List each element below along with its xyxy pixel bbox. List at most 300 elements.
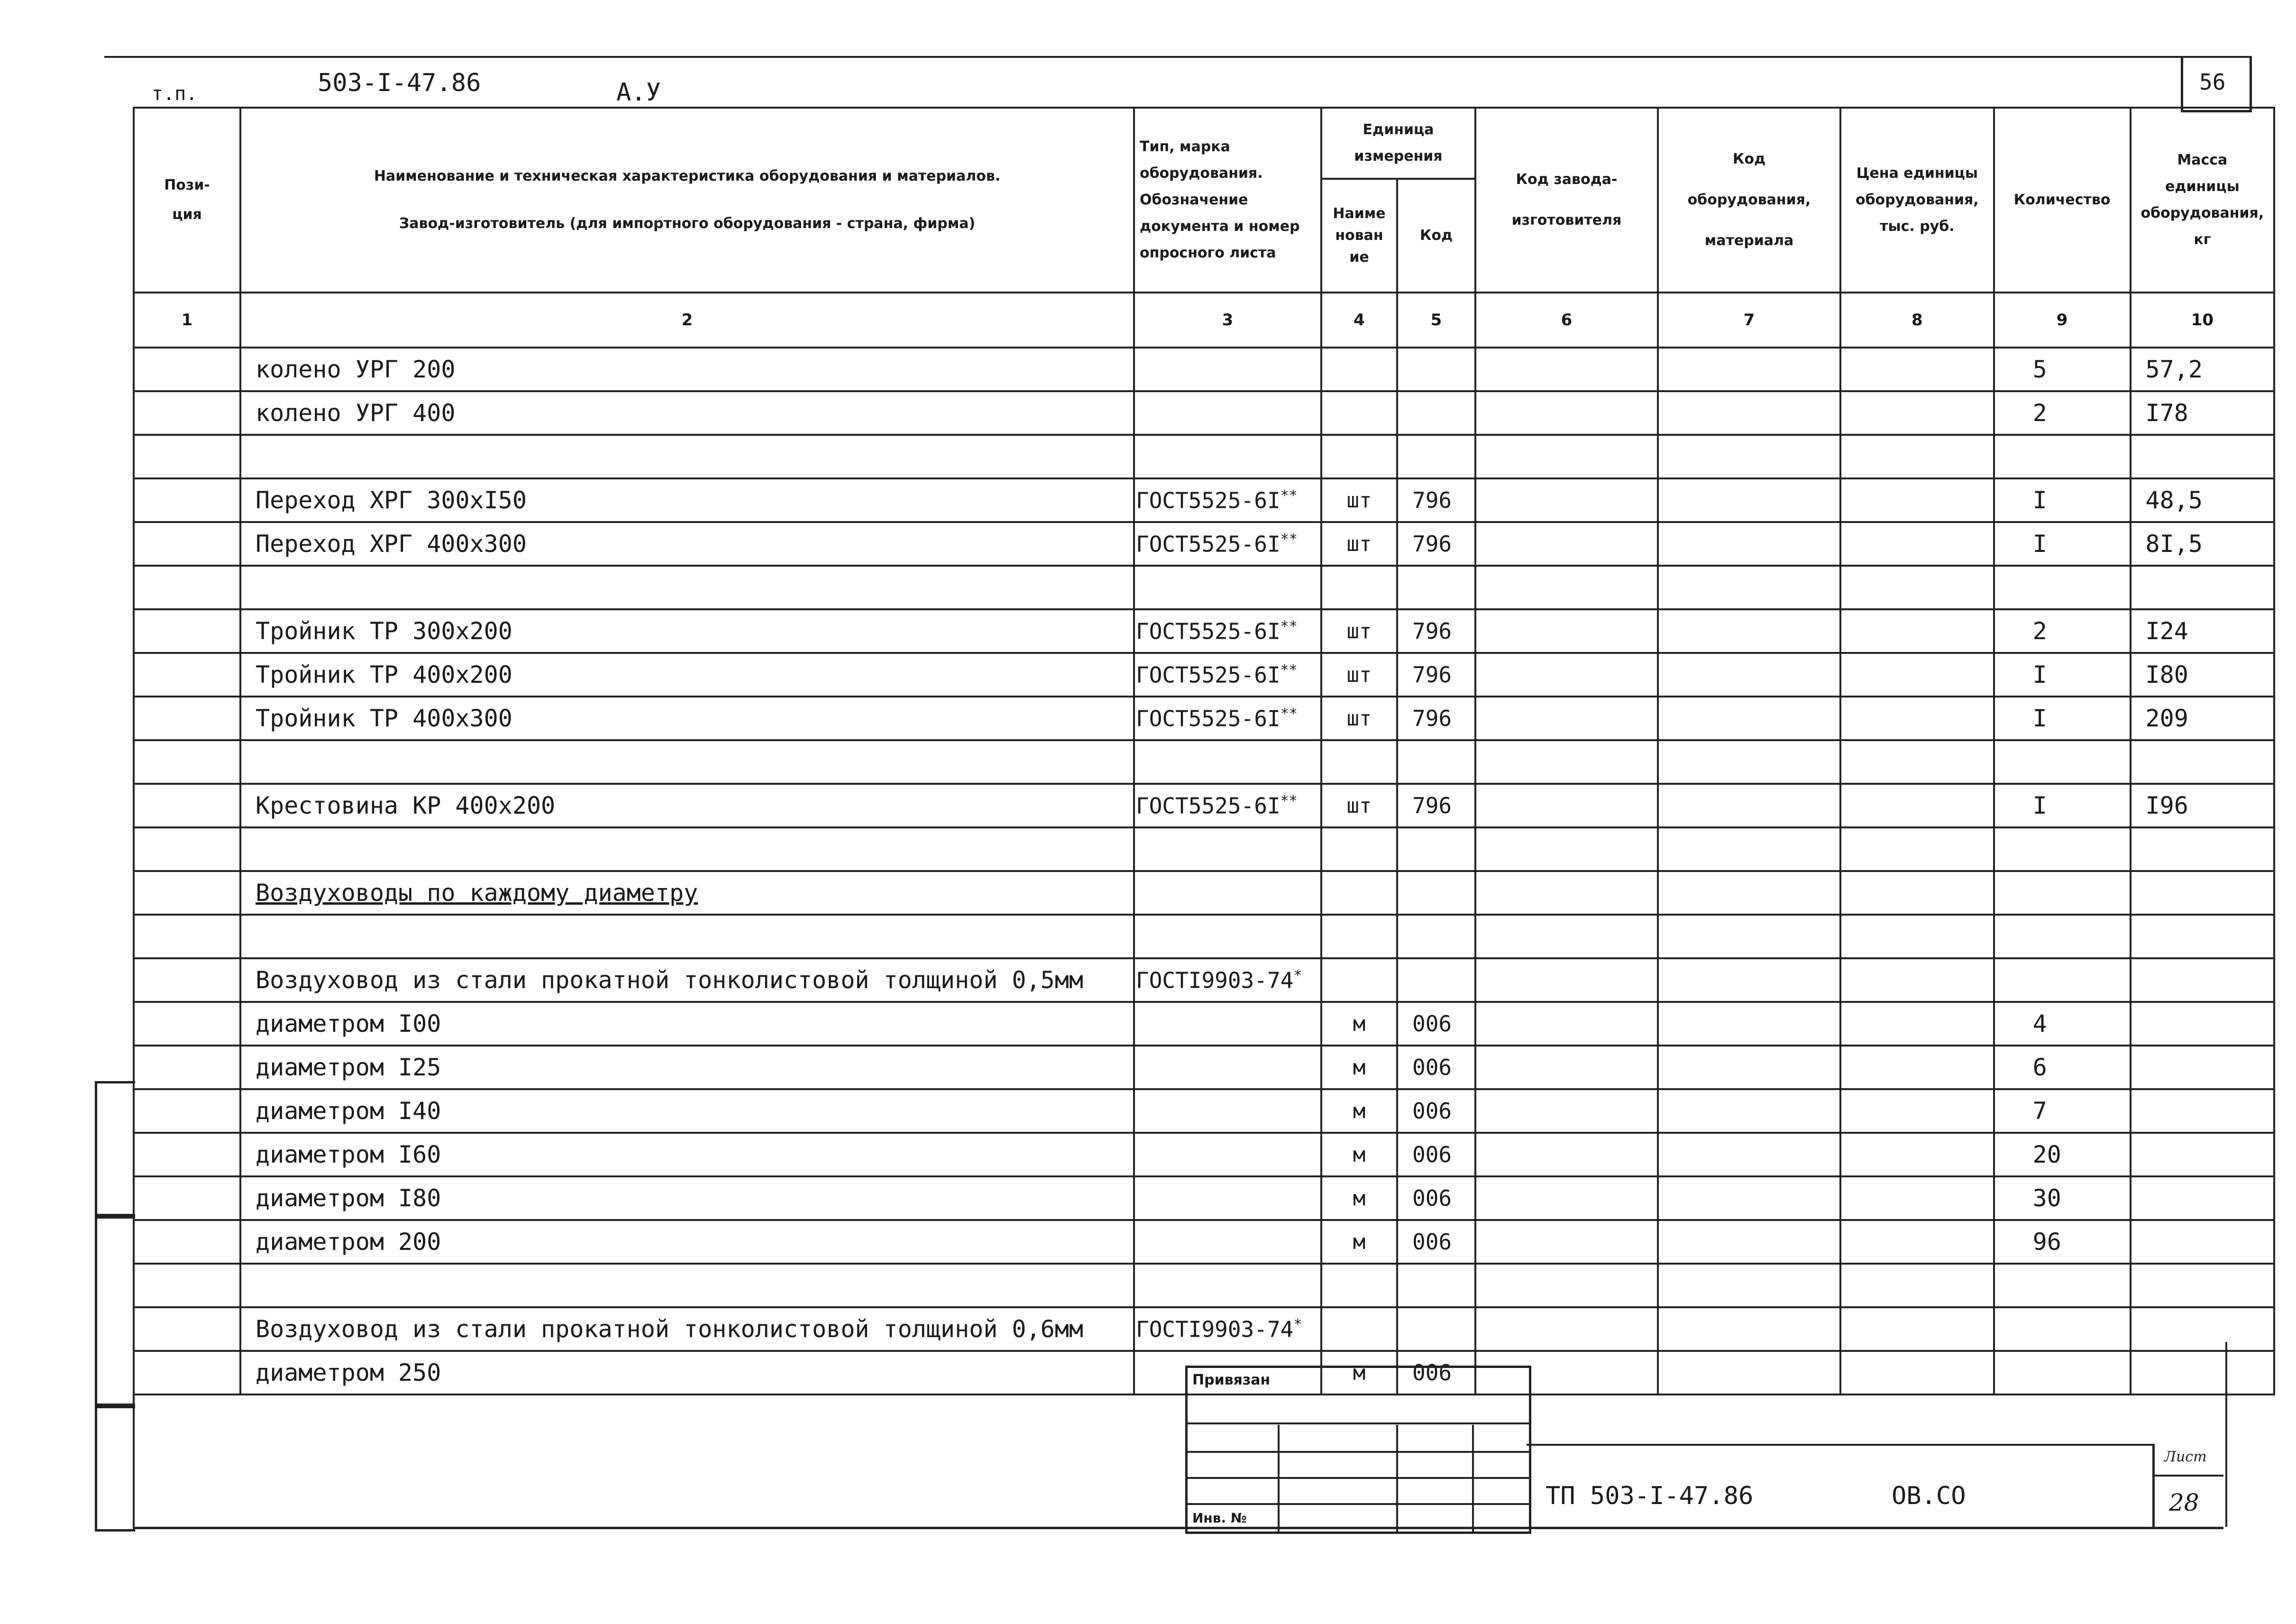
- cell-mass: [2131, 1046, 2275, 1089]
- cell-document: [1134, 391, 1321, 435]
- cell-mass: I96: [2131, 784, 2275, 827]
- cell-mass: [2131, 1220, 2275, 1264]
- cell-unit-code: [1397, 740, 1475, 784]
- section-heading: Воздуховоды по каждому диаметру: [256, 879, 698, 907]
- item-name: диаметром I60: [256, 1141, 441, 1168]
- cell-price: [1840, 1176, 1994, 1220]
- table-row: [134, 348, 2274, 391]
- cell-document: [1134, 478, 1321, 522]
- doc-suffix: ОВ.СО: [1892, 1482, 1966, 1510]
- cell-price: [1840, 391, 1994, 435]
- table-row: [134, 1264, 2274, 1307]
- cell-equip-code: [1658, 609, 1840, 653]
- cell-name: [240, 566, 1134, 609]
- cell-name: [240, 827, 1134, 871]
- cell-unit-code: [1397, 348, 1475, 391]
- cell-mass: [2131, 1176, 2275, 1220]
- cell-plant-code: [1475, 522, 1658, 566]
- cell-position: [134, 915, 240, 958]
- privyazan-divider: [1278, 1425, 1280, 1532]
- cell-unit: шт: [1321, 478, 1397, 522]
- cell-equip-code: [1658, 478, 1840, 522]
- cell-plant-code: [1475, 871, 1658, 915]
- cell-unit-code: [1397, 871, 1475, 915]
- cell-equip-code: [1658, 958, 1840, 1002]
- cell-mass: I24: [2131, 609, 2275, 653]
- table-row: [134, 1133, 2274, 1176]
- cell-position: [134, 958, 240, 1002]
- cell-position: [134, 566, 240, 609]
- table-row: [134, 697, 2274, 740]
- cell-unit-code: 006: [1397, 1133, 1475, 1176]
- cell-price: [1840, 653, 1994, 697]
- document-note-mark: **: [1280, 792, 1298, 809]
- cell-price: [1840, 958, 1994, 1002]
- cell-price: [1840, 915, 1994, 958]
- item-name: Крестовина КР 400х200: [256, 792, 556, 819]
- document-note-mark: **: [1280, 531, 1298, 548]
- cell-price: [1840, 566, 1994, 609]
- item-name: диаметром I40: [256, 1097, 441, 1125]
- item-name: диаметром 250: [256, 1359, 441, 1386]
- cell-plant-code: [1475, 740, 1658, 784]
- cell-plant-code: [1475, 391, 1658, 435]
- cell-document: [1134, 1220, 1321, 1264]
- document-note-mark: **: [1280, 618, 1298, 635]
- cell-name: [240, 1089, 1134, 1133]
- cell-unit: [1321, 827, 1397, 871]
- cell-document: [1134, 1046, 1321, 1089]
- document-note-mark: *: [1293, 1316, 1302, 1333]
- cell-quantity: [1994, 958, 2131, 1002]
- document-code: ГОСТ5525-6I: [1136, 618, 1281, 644]
- table-row: [134, 827, 2274, 871]
- table-row: [134, 1089, 2274, 1133]
- header-unit-group: Единица измерения: [1321, 108, 1475, 179]
- cell-unit-code: [1397, 958, 1475, 1002]
- top-frame-line: [104, 56, 2252, 58]
- cell-name: [240, 784, 1134, 827]
- privyazan-rule: [1188, 1503, 1529, 1505]
- cell-equip-code: [1658, 827, 1840, 871]
- cell-price: [1840, 784, 1994, 827]
- cell-name: [240, 958, 1134, 1002]
- cell-position: [134, 1089, 240, 1133]
- cell-document: [1134, 784, 1321, 827]
- cell-plant-code: [1475, 784, 1658, 827]
- cell-quantity: [1994, 435, 2131, 478]
- tp-label: т.п.: [152, 83, 198, 105]
- cell-equip-code: [1658, 435, 1840, 478]
- cell-unit-code: 006: [1397, 1351, 1475, 1395]
- cell-unit: шт: [1321, 697, 1397, 740]
- cell-unit: м: [1321, 1176, 1397, 1220]
- cell-quantity: I: [1994, 784, 2131, 827]
- cell-equip-code: [1658, 697, 1840, 740]
- cell-name: [240, 348, 1134, 391]
- cell-position: [134, 522, 240, 566]
- document-code: ГОСТI9903-74: [1136, 1316, 1294, 1342]
- privyazan-divider: [1472, 1425, 1474, 1532]
- cell-mass: I80: [2131, 653, 2275, 697]
- document-note-mark: **: [1280, 487, 1298, 504]
- cell-document: [1134, 1264, 1321, 1307]
- cell-mass: [2131, 1089, 2275, 1133]
- cell-unit: м: [1321, 1089, 1397, 1133]
- cell-document: [1134, 653, 1321, 697]
- cell-unit: [1321, 435, 1397, 478]
- cell-name: [240, 1264, 1134, 1307]
- cell-document: [1134, 1002, 1321, 1046]
- cell-price: [1840, 435, 1994, 478]
- privyazan-block: [1185, 1366, 1531, 1534]
- cell-position: [134, 740, 240, 784]
- cell-equip-code: [1658, 348, 1840, 391]
- cell-quantity: 6: [1994, 1046, 2131, 1089]
- cell-equip-code: [1658, 784, 1840, 827]
- cell-plant-code: [1475, 1002, 1658, 1046]
- cell-position: [134, 435, 240, 478]
- table-row: [134, 1220, 2274, 1264]
- document-note-mark: **: [1280, 705, 1298, 722]
- cell-quantity: 5: [1994, 348, 2131, 391]
- cell-quantity: [1994, 871, 2131, 915]
- cell-name: [240, 478, 1134, 522]
- cell-quantity: I: [1994, 697, 2131, 740]
- cell-quantity: [1994, 1264, 2131, 1307]
- cell-mass: [2131, 740, 2275, 784]
- cell-position: [134, 348, 240, 391]
- cell-name: [240, 740, 1134, 784]
- cell-name: [240, 391, 1134, 435]
- cell-plant-code: [1475, 958, 1658, 1002]
- table-row: [134, 1002, 2274, 1046]
- item-name: Воздуховод из стали прокатной тонколистовой толщиной 0,5мм: [256, 966, 1083, 994]
- cell-unit: м: [1321, 1220, 1397, 1264]
- cell-equip-code: [1658, 566, 1840, 609]
- cell-document: [1134, 435, 1321, 478]
- cell-name: [240, 435, 1134, 478]
- cell-plant-code: [1475, 915, 1658, 958]
- cell-price: [1840, 1264, 1994, 1307]
- col-number: 6: [1475, 293, 1658, 348]
- col-number: 8: [1840, 293, 1994, 348]
- header-plant-code: Код завода-изготовителя: [1475, 108, 1658, 293]
- table-row: [134, 435, 2274, 478]
- cell-equip-code: [1658, 1046, 1840, 1089]
- document-code: ГОСТ5525-6I: [1136, 487, 1281, 514]
- table-body: [134, 348, 2274, 1395]
- cell-unit-code: 006: [1397, 1002, 1475, 1046]
- col-number: 10: [2131, 293, 2275, 348]
- cell-unit: шт: [1321, 784, 1397, 827]
- cell-equip-code: [1658, 1002, 1840, 1046]
- cell-unit: м: [1321, 1133, 1397, 1176]
- cell-mass: [2131, 1133, 2275, 1176]
- cell-quantity: I: [1994, 522, 2131, 566]
- cell-name: [240, 1046, 1134, 1089]
- doc-code: ТП 503-I-47.86: [1546, 1482, 1754, 1510]
- cell-plant-code: [1475, 1046, 1658, 1089]
- cell-name: [240, 522, 1134, 566]
- cell-price: [1840, 1002, 1994, 1046]
- specification-table: [133, 107, 2275, 1395]
- column-number-row: [134, 293, 2274, 348]
- binding-strip-box: [95, 1081, 135, 1219]
- cell-plant-code: [1475, 566, 1658, 609]
- cell-document: [1134, 1089, 1321, 1133]
- cell-quantity: 2: [1994, 391, 2131, 435]
- cell-price: [1840, 522, 1994, 566]
- cell-unit: [1321, 391, 1397, 435]
- cell-equip-code: [1658, 653, 1840, 697]
- cell-price: [1840, 1133, 1994, 1176]
- cell-unit: [1321, 958, 1397, 1002]
- cell-plant-code: [1475, 827, 1658, 871]
- document-code: ГОСТ5525-6I: [1136, 531, 1281, 557]
- table-row: [134, 1046, 2274, 1089]
- item-name: диаметром I00: [256, 1010, 441, 1037]
- cell-plant-code: [1475, 1264, 1658, 1307]
- col-number: 2: [240, 293, 1134, 348]
- cell-unit: шт: [1321, 653, 1397, 697]
- cell-quantity: 96: [1994, 1220, 2131, 1264]
- cell-document: [1134, 697, 1321, 740]
- cell-mass: 209: [2131, 697, 2275, 740]
- cell-equip-code: [1658, 1264, 1840, 1307]
- col-number: 9: [1994, 293, 2131, 348]
- col-number: 7: [1658, 293, 1840, 348]
- header-position: Пози- ция: [134, 108, 240, 293]
- col-number: 1: [134, 293, 240, 348]
- cell-document: [1134, 566, 1321, 609]
- cell-plant-code: [1475, 609, 1658, 653]
- cell-mass: [2131, 915, 2275, 958]
- item-name: диаметром 200: [256, 1228, 441, 1256]
- cell-unit-code: 006: [1397, 1046, 1475, 1089]
- header-unit-code: Код: [1397, 179, 1475, 293]
- cell-price: [1840, 1089, 1994, 1133]
- cell-mass: [2131, 827, 2275, 871]
- cell-position: [134, 1133, 240, 1176]
- header-name-line1: Наименование и техническая характеристика оборудования и материалов.: [374, 168, 1001, 184]
- cell-equip-code: [1658, 915, 1840, 958]
- cell-document: [1134, 1133, 1321, 1176]
- cell-plant-code: [1475, 1089, 1658, 1133]
- cell-position: [134, 784, 240, 827]
- cell-document: [1134, 1176, 1321, 1220]
- cell-position: [134, 1176, 240, 1220]
- privyazan-rule: [1188, 1422, 1529, 1424]
- cell-document: [1134, 348, 1321, 391]
- cell-name: [240, 1002, 1134, 1046]
- cell-price: [1840, 1220, 1994, 1264]
- cell-unit-code: 796: [1397, 522, 1475, 566]
- cell-equip-code: [1658, 871, 1840, 915]
- table-row: [134, 740, 2274, 784]
- cell-price: [1840, 609, 1994, 653]
- cell-price: [1840, 827, 1994, 871]
- cell-name: [240, 1176, 1134, 1220]
- cell-unit-code: 006: [1397, 1220, 1475, 1264]
- cell-name: [240, 609, 1134, 653]
- cell-position: [134, 1046, 240, 1089]
- document-code: ГОСТI9903-74: [1136, 967, 1294, 993]
- inv-no-label: Инв. №: [1192, 1510, 1247, 1526]
- cell-price: [1840, 740, 1994, 784]
- item-name: колено УРГ 200: [256, 356, 456, 383]
- cell-unit-code: 006: [1397, 1089, 1475, 1133]
- cell-price: [1840, 348, 1994, 391]
- cell-name: [240, 1220, 1134, 1264]
- cell-document: [1134, 740, 1321, 784]
- item-name: диаметром I80: [256, 1184, 441, 1212]
- list-label: Лист: [2164, 1449, 2207, 1465]
- cell-plant-code: [1475, 478, 1658, 522]
- cell-position: [134, 871, 240, 915]
- cell-position: [134, 391, 240, 435]
- cell-unit: шт: [1321, 522, 1397, 566]
- item-name: колено УРГ 400: [256, 399, 456, 427]
- item-name: Переход ХРГ 400х300: [256, 530, 527, 558]
- cell-price: [1840, 697, 1994, 740]
- item-name: Тройник ТР 300х200: [256, 617, 512, 645]
- table-row: [134, 653, 2274, 697]
- cell-plant-code: [1475, 348, 1658, 391]
- cell-quantity: I: [1994, 478, 2131, 522]
- document-note-mark: **: [1280, 661, 1298, 679]
- document-code: ГОСТ5525-6I: [1136, 662, 1281, 688]
- cell-document: [1134, 522, 1321, 566]
- cell-quantity: [1994, 915, 2131, 958]
- table-row: [134, 915, 2274, 958]
- cell-quantity: [1994, 827, 2131, 871]
- cell-quantity: 30: [1994, 1176, 2131, 1220]
- cell-unit-code: [1397, 391, 1475, 435]
- cell-equip-code: [1658, 1089, 1840, 1133]
- cell-unit: [1321, 871, 1397, 915]
- cell-unit-code: 796: [1397, 609, 1475, 653]
- cell-plant-code: [1475, 697, 1658, 740]
- cell-unit-code: [1397, 1264, 1475, 1307]
- cell-unit-code: 006: [1397, 1176, 1475, 1220]
- cell-position: [134, 1002, 240, 1046]
- cell-equip-code: [1658, 522, 1840, 566]
- cell-quantity: [1994, 740, 2131, 784]
- cell-name: [240, 915, 1134, 958]
- cell-name: [240, 697, 1134, 740]
- cell-mass: [2131, 435, 2275, 478]
- header-price: Цена единицы оборудования, тыс. руб.: [1840, 108, 1994, 293]
- cell-position: [134, 1220, 240, 1264]
- cell-position: [134, 697, 240, 740]
- sheet-corner-box: [2181, 58, 2252, 112]
- cell-mass: [2131, 958, 2275, 1002]
- table-row: [134, 1176, 2274, 1220]
- cell-plant-code: [1475, 1176, 1658, 1220]
- list-number: 28: [2169, 1489, 2199, 1516]
- table-row: [134, 871, 2274, 915]
- cell-unit-code: [1397, 827, 1475, 871]
- cell-unit-code: 796: [1397, 478, 1475, 522]
- sheet-corner-number: 56: [2199, 69, 2226, 95]
- cell-quantity: 2: [1994, 609, 2131, 653]
- binding-strip-box: [95, 1404, 135, 1532]
- cell-unit-code: 796: [1397, 784, 1475, 827]
- cell-equip-code: [1658, 391, 1840, 435]
- item-name: диаметром I25: [256, 1054, 441, 1081]
- cell-name: [240, 871, 1134, 915]
- cell-document: [1134, 958, 1321, 1002]
- cell-unit: шт: [1321, 609, 1397, 653]
- cell-document: [1134, 827, 1321, 871]
- table-row: [134, 566, 2274, 609]
- header-unit-name: Наименование: [1321, 179, 1397, 293]
- table-row: [134, 522, 2274, 566]
- cell-plant-code: [1475, 1220, 1658, 1264]
- col-number: 3: [1134, 293, 1321, 348]
- cell-mass: 8I,5: [2131, 522, 2275, 566]
- list-box-rule: [2155, 1475, 2223, 1477]
- col-number: 4: [1321, 293, 1397, 348]
- cell-price: [1840, 871, 1994, 915]
- cell-mass: [2131, 1264, 2275, 1307]
- cell-document: [1134, 915, 1321, 958]
- album-label: А.У: [616, 78, 661, 107]
- cell-equip-code: [1658, 1176, 1840, 1220]
- item-name: Переход ХРГ 300хI50: [256, 486, 527, 514]
- header-type: Тип, марка оборудования. Обозначение документа и номер опросного листа: [1134, 108, 1321, 293]
- header-name-line2: Завод-изготовитель (для импортного оборудования - страна, фирма): [399, 215, 976, 232]
- cell-price: [1840, 1046, 1994, 1089]
- privyazan-rule: [1188, 1477, 1529, 1479]
- cell-unit: м: [1321, 1351, 1397, 1395]
- cell-unit: [1321, 348, 1397, 391]
- table-row: [134, 609, 2274, 653]
- list-box: [2152, 1444, 2223, 1527]
- stamp-bottom-line: [133, 1527, 2223, 1529]
- cell-document: [1134, 871, 1321, 915]
- cell-position: [134, 609, 240, 653]
- cell-plant-code: [1475, 653, 1658, 697]
- item-name: Воздуховод из стали прокатной тонколистовой толщиной 0,6мм: [256, 1315, 1083, 1343]
- table-row: [134, 391, 2274, 435]
- cell-mass: [2131, 566, 2275, 609]
- binding-strip-box: [95, 1214, 135, 1408]
- table-row: [134, 478, 2274, 522]
- cell-unit-code: 796: [1397, 697, 1475, 740]
- privyazan-divider: [1396, 1425, 1398, 1532]
- cell-unit-code: [1397, 915, 1475, 958]
- cell-equip-code: [1658, 1220, 1840, 1264]
- item-name: Тройник ТР 400х200: [256, 661, 512, 688]
- cell-position: [134, 478, 240, 522]
- cell-unit-code: 796: [1397, 653, 1475, 697]
- cell-mass: 57,2: [2131, 348, 2275, 391]
- cell-unit: м: [1321, 1002, 1397, 1046]
- cell-mass: [2131, 871, 2275, 915]
- cell-name: [240, 1133, 1134, 1176]
- col-number: 5: [1397, 293, 1475, 348]
- item-name: Тройник ТР 400х300: [256, 705, 512, 732]
- cell-unit-code: [1397, 435, 1475, 478]
- header-qty: Количество: [1994, 108, 2131, 293]
- cell-position: [134, 653, 240, 697]
- cell-unit: [1321, 740, 1397, 784]
- document-note-mark: *: [1293, 967, 1302, 984]
- privyazan-rule: [1188, 1451, 1529, 1453]
- cell-mass: [2131, 1002, 2275, 1046]
